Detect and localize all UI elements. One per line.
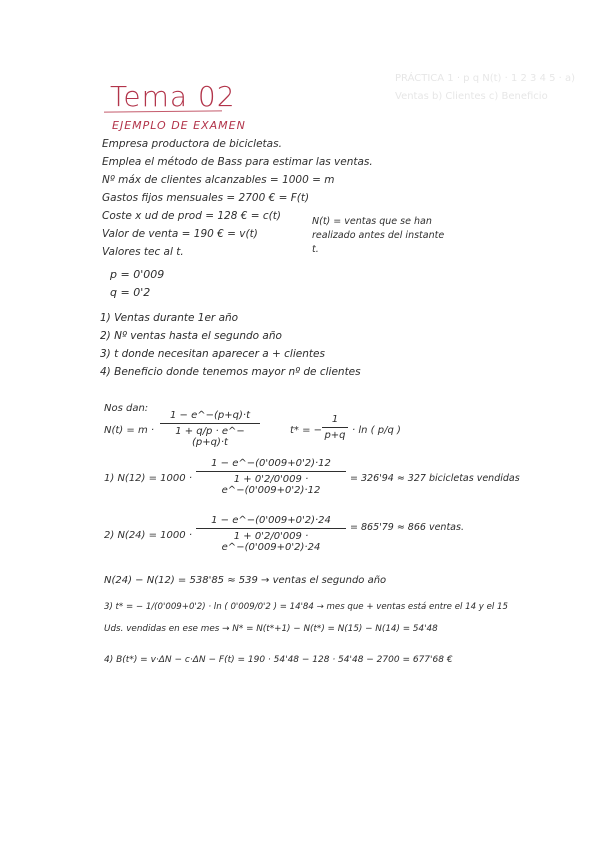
bass-formula-numerator: 1 − e^−(p+q)·t [170,410,250,421]
statement-line: Emplea el método de Bass para estimar las ventas. [102,156,373,168]
answer-1-fraction [196,458,346,496]
tstar-denominator: p+q [324,430,346,441]
parameter-q: q = 0'2 [110,286,151,299]
answer-2-denominator: 1 + 0'2/0'009 · e^−(0'009+0'2)·24 [221,531,321,553]
solution-intro: Nos dan: [104,403,149,414]
statement-line: Nº máx de clientes alcanzables = 1000 = m [102,174,335,186]
statement-line: Valor de venta = 190 € = v(t) [102,228,258,240]
answer-1-lhs: 1) N(12) = 1000 · [104,473,192,484]
question-4: 4) Beneficio donde tenemos mayor nº de clientes [100,366,361,378]
answer-2-result: = 865'79 ≈ 866 ventas. [350,522,464,533]
answer-1-denominator: 1 + 0'2/0'009 · e^−(0'009+0'2)·12 [221,474,321,496]
answer-2-numerator: 1 − e^−(0'009+0'2)·24 [211,515,331,526]
bass-formula-lhs: N(t) = m · [104,425,155,436]
page-subtitle: EJEMPLO DE EXAMEN [112,119,246,132]
question-2: 2) Nº ventas hasta el segundo año [100,330,282,342]
side-note: N(t) = ventas que se han realizado antes del instante t. [312,216,445,255]
statement-line: Valores tec al t. [102,246,184,258]
answer-2-lhs: 2) N(24) = 1000 · [104,530,192,541]
parameter-p: p = 0'009 [110,268,165,281]
answer-3-line-1: 3) t* = − 1/(0'009+0'2) · ln ( 0'009/0'2 ) = 14'84 → mes que + ventas está entre el 14 y el 15 [104,602,508,612]
page-title: Tema 02 [110,80,236,113]
answer-1-result: = 326'94 ≈ 327 bicicletas vendidas [350,473,520,484]
statement-line: Gastos fijos mensuales = 2700 € = F(t) [102,192,310,204]
answer-4-line: 4) B(t*) = v·ΔN − c·ΔN − F(t) = 190 · 54'48 − 128 · 54'48 − 2700 = 677'68 € [104,655,453,665]
answer-2-difference: N(24) − N(12) = 538'85 ≈ 539 → ventas el segundo año [104,575,387,586]
question-1: 1) Ventas durante 1er año [100,312,239,324]
tstar-formula-lhs: t* = − [290,425,323,436]
statement-line: Coste x ud de prod = 128 € = c(t) [102,210,281,222]
tstar-formula-rhs: · ln ( p/q ) [352,425,401,436]
tstar-formula-fraction [322,414,348,441]
answer-2-fraction [196,515,346,553]
bleed-through-text: PRÁCTICA 1 · p q N(t) · 1 2 3 4 5 · a) Ventas b) Clientes c) Beneficio [395,73,576,102]
bass-formula-fraction [160,410,260,448]
bass-formula-denominator: 1 + q/p · e^−(p+q)·t [175,426,245,448]
answer-1-numerator: 1 − e^−(0'009+0'2)·12 [211,458,331,469]
tstar-numerator: 1 [331,414,339,425]
question-3: 3) t donde necesitan aparecer a + clientes [100,348,325,360]
statement-line: Empresa productora de bicicletas. [102,138,282,150]
answer-3-line-2: Uds. vendidas en ese mes → N* = N(t*+1) − N(t*) = N(15) − N(14) = 54'48 [104,624,438,634]
